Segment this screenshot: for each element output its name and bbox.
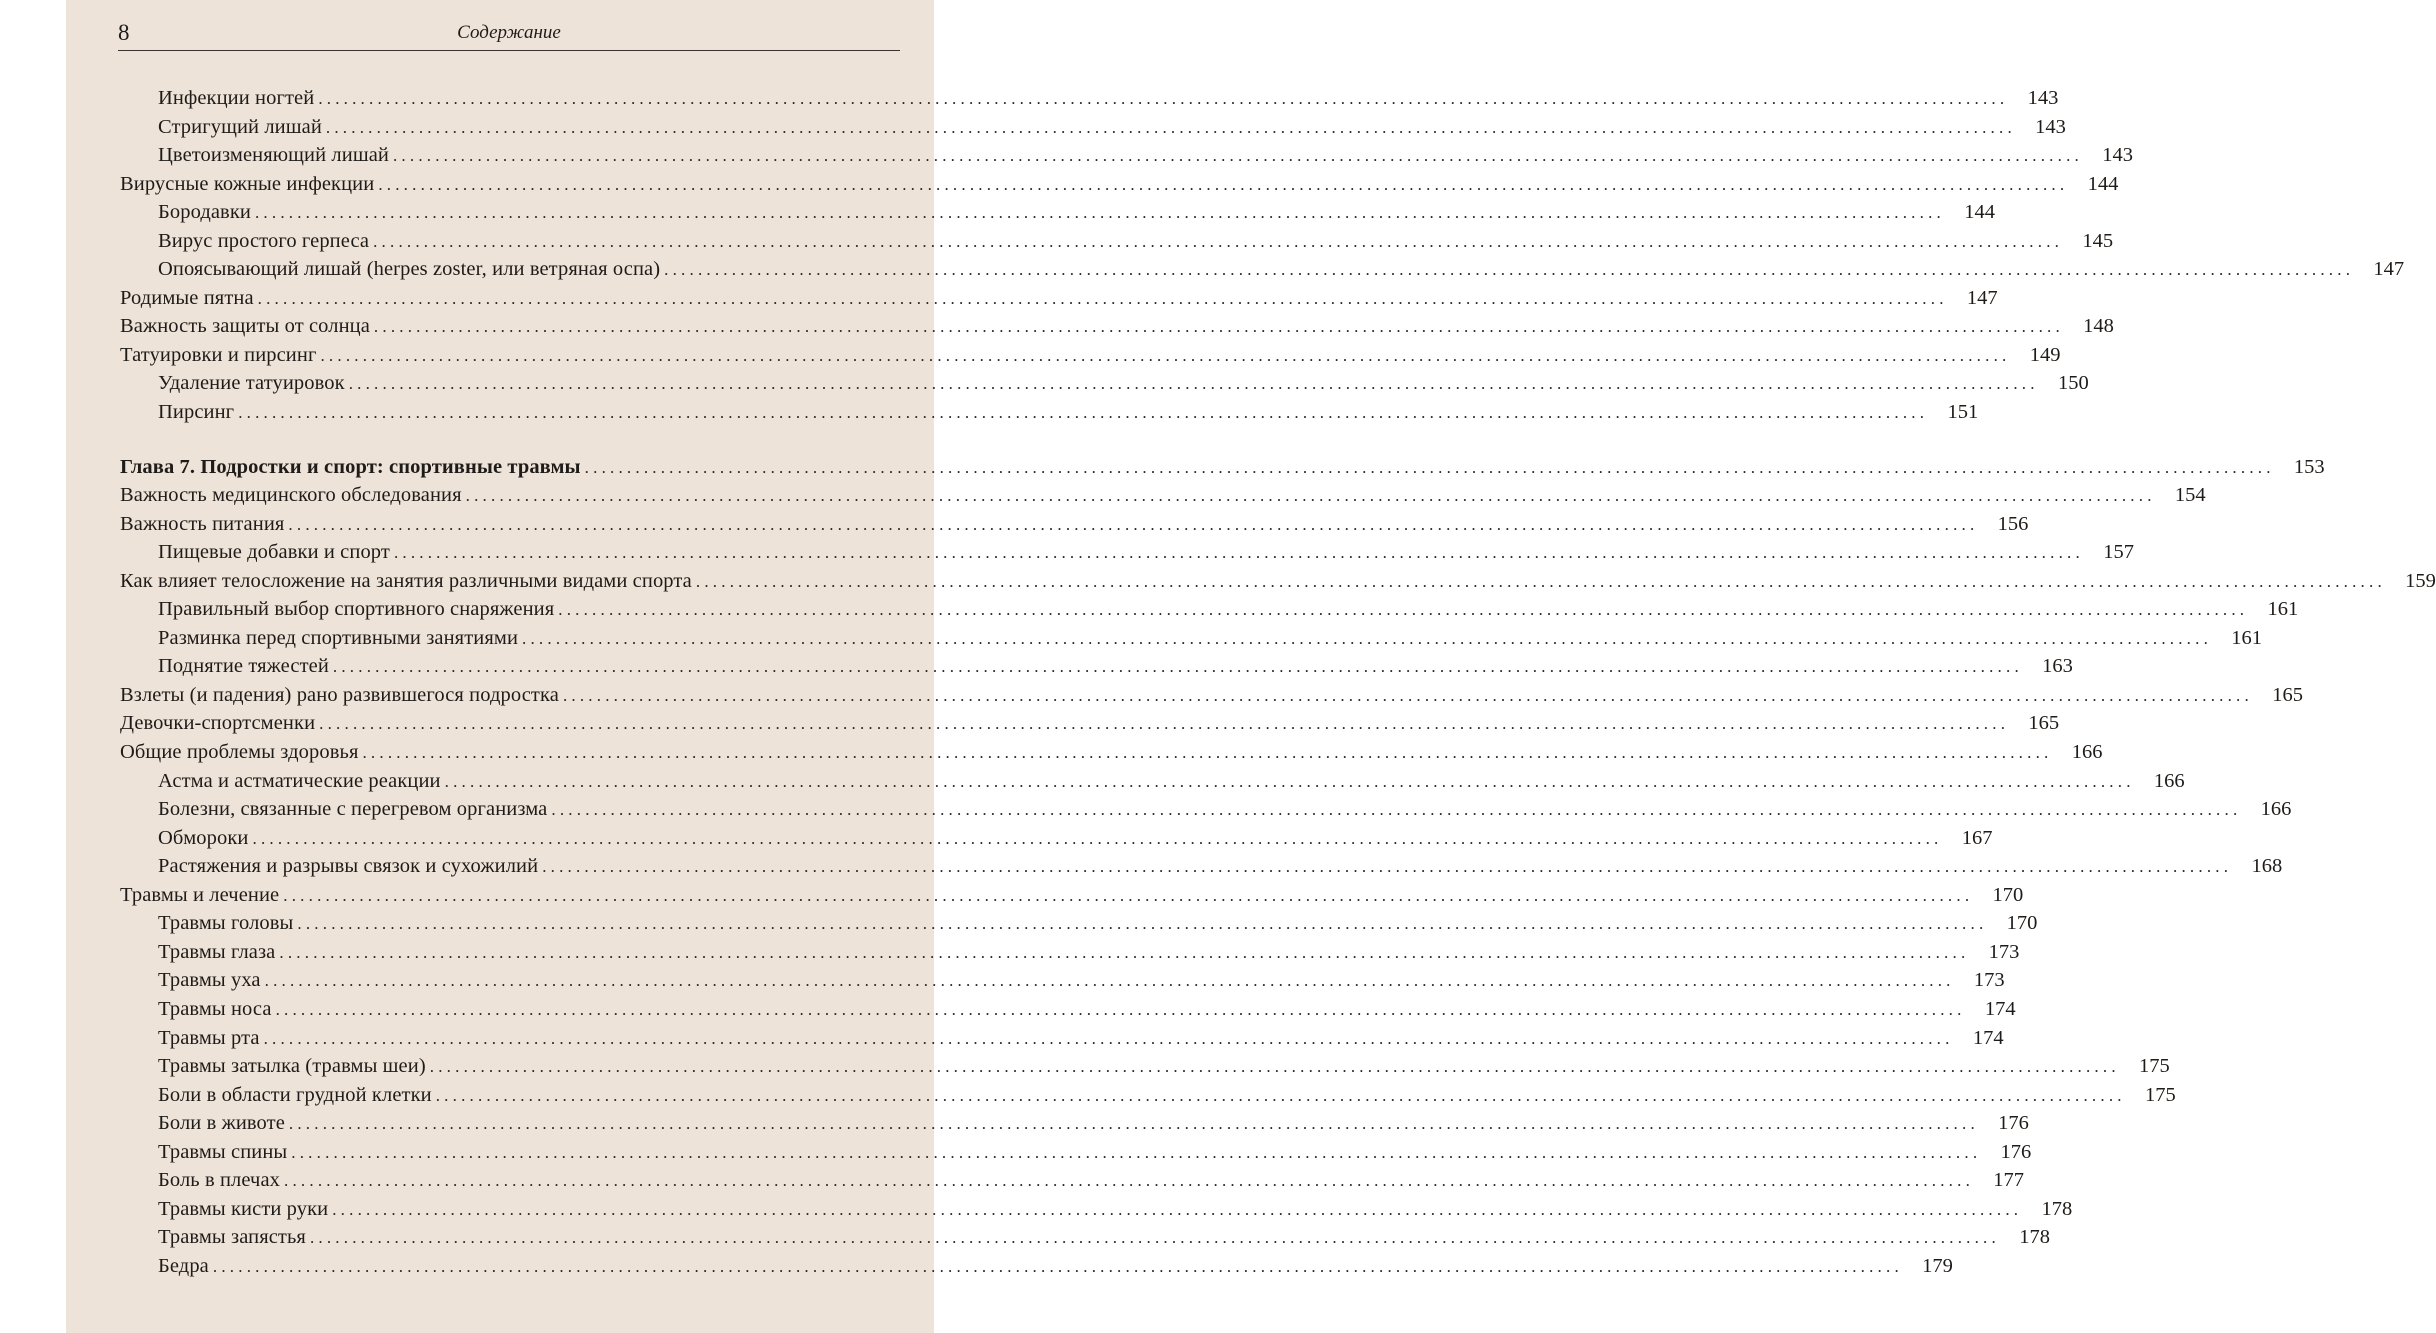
toc-entry [120,909,2038,938]
toc-entry-title: Боли в области грудной клетки [158,1083,432,1106]
toc-entry [120,709,2060,738]
toc-entry-title: Бородавки [158,201,251,224]
toc-entry [120,681,2303,710]
toc-entry-page: 165 [2272,683,2303,706]
toc-entry-title: Инфекции ногтей [158,87,315,109]
toc-entry-page: 143 [2035,115,2066,138]
toc-entry-page: 143 [2102,144,2133,167]
dot-leader: ........................................................................................................................................................................................................ [288,1114,1979,1134]
toc-entry-title: Астма и астматические реакции [158,769,441,792]
toc-entry-title: Травмы глаза [158,940,276,963]
toc-entry [120,966,2005,995]
toc-entry-title: Стригущий лишай [158,115,322,138]
dot-leader: ........................................................................................................................................................................................................ [319,714,2010,734]
dot-leader: ........................................................................................................................................................................................................ [332,1199,2023,1219]
dot-leader: ........................................................................................................................................................................................................ [264,971,1955,991]
toc-entry-page: 179 [1922,1254,1953,1277]
dot-leader: ........................................................................................................................................................................................................ [584,457,2275,477]
dot-leader: ........................................................................................................................................................................................................ [392,146,2083,166]
toc-entry-title: Пищевые добавки и спорт [158,541,390,564]
toc-entry [120,767,2185,796]
dot-leader: ........................................................................................................................................................................................................ [435,1085,2126,1105]
toc-entry [120,341,2061,370]
toc-entry-page: 177 [1993,1169,2025,1192]
dot-leader: ........................................................................................................................................................................................................ [562,685,2253,705]
dot-leader: ........................................................................................................................................................................................................ [254,203,1945,223]
dot-leader: ........................................................................................................................................................................................................ [465,486,2156,506]
toc-entry-title: Травмы уха [158,969,261,992]
dot-leader: ........................................................................................................................................................................................................ [558,600,2249,620]
toc-entry-title: Бедра [158,1254,209,1277]
toc-entry-title: Боль в плечах [158,1169,281,1192]
toc-entry [120,1081,2176,1110]
dot-leader: ........................................................................................................................................................................................................ [318,89,2009,108]
dot-leader: ........................................................................................................................................................................................................ [283,885,1974,905]
page-number: 8 [118,20,130,45]
toc-entry [120,824,1993,853]
toc-entry [120,198,1995,227]
dot-leader: ........................................................................................................................................................................................................ [288,514,1979,534]
dot-leader: ........................................................................................................................................................................................................ [309,1228,2000,1248]
table-of-contents [120,84,2436,1280]
toc-entry-title: Девочки-спортсменки [120,712,316,735]
toc-entry-title: Боли в животе [158,1112,285,1135]
toc-entry-title: Травмы запястья [158,1226,306,1249]
toc-entry-page: 174 [1984,997,2016,1020]
toc-entry-title: Травмы спины [158,1140,288,1163]
toc-entry-title: Взлеты (и падения) рано развившегося подростка [120,683,559,706]
toc-entry [120,1252,1953,1281]
toc-entry-page: 157 [2103,541,2134,564]
toc-entry-page: 163 [2042,655,2073,678]
toc-entry [120,113,2066,142]
toc-entry-page: 166 [2260,798,2292,821]
dot-leader: ........................................................................................................................................................................................................ [393,543,2084,563]
toc-entry-page: 176 [2000,1140,2032,1163]
toc-entry-title: Травмы кисти руки [158,1197,329,1220]
dot-leader: ........................................................................................................................................................................................................ [522,628,2213,648]
toc-entry-page: 176 [1998,1112,2029,1135]
toc-entry [120,1052,2170,1081]
toc-entry-title: Травмы головы [158,912,294,935]
dot-leader: ........................................................................................................................................................................................................ [238,403,1929,423]
book-page [66,0,2436,1333]
toc-entry-page: 167 [1961,826,1993,849]
page-header [118,18,900,51]
toc-entry [120,738,2103,767]
dot-leader: ........................................................................................................................................................................................................ [257,288,1948,308]
toc-entry-page: 178 [2041,1197,2073,1220]
toc-entry-page: 166 [2153,769,2185,792]
toc-entry-page: 153 [2293,455,2325,478]
toc-entry-title: Правильный выбор спортивного снаряжения [158,598,555,621]
toc-entry-title: Цветоизменяющий лишай [158,144,389,167]
running-title: Содержание [457,22,561,43]
toc-entry-page: 144 [2087,172,2119,195]
toc-entry [120,398,1979,427]
dot-leader: ........................................................................................................................................................................................................ [325,117,2016,137]
toc-entry [120,1138,2032,1167]
toc-entry-title: Важность медицинского обследования [120,484,462,507]
dot-leader: ........................................................................................................................................................................................................ [542,857,2233,877]
toc-entry-page: 170 [2006,912,2038,935]
dot-leader: ........................................................................................................................................................................................................ [429,1057,2120,1077]
toc-entry [120,255,2405,284]
toc-entry-page: 148 [2083,315,2114,338]
toc-entry-page: 173 [1988,940,2020,963]
toc-entry-title: Как влияет телосложение на занятия различными видами спорта [120,569,692,592]
dot-leader: ........................................................................................................................................................................................................ [279,942,1970,962]
dot-leader: ........................................................................................................................................................................................................ [373,231,2064,251]
toc-entry-page: 161 [2231,626,2263,649]
toc-entry [120,369,2089,398]
toc-entry-page: 168 [2251,855,2283,878]
toc-entry-page: 149 [2029,343,2061,366]
toc-entry-page: 161 [2267,598,2299,621]
toc-entry [120,84,2059,113]
toc-entry-title: Растяжения и разрывы связок и сухожилий [158,855,539,878]
toc-entry [120,795,2292,824]
toc-entry [120,938,2020,967]
dot-leader: ........................................................................................................................................................................................................ [378,174,2069,194]
toc-entry-page: 175 [2144,1083,2176,1106]
toc-entry [120,1166,2025,1195]
toc-entry-page: 166 [2071,741,2103,764]
dot-leader: ........................................................................................................................................................................................................ [695,571,2386,591]
toc-entry [120,1195,2073,1224]
toc-entry-page: 159 [2405,569,2436,592]
toc-chapter-entry [120,453,2325,482]
toc-entry-page: 154 [2174,484,2206,507]
toc-entry-title: Обмороки [158,826,249,849]
toc-entry [120,312,2114,341]
toc-entry [120,881,2024,910]
toc-entry [120,481,2206,510]
toc-entry-page: 173 [1973,969,2005,992]
toc-entry [120,595,2299,624]
dot-leader: ........................................................................................................................................................................................................ [291,1142,1982,1162]
dot-leader: ........................................................................................................................................................................................................ [664,260,2355,280]
toc-entry-title: Травмы носа [158,997,272,1020]
toc-entry-title: Родимые пятна [120,286,254,309]
toc-entry [120,852,2283,881]
dot-leader: ........................................................................................................................................................................................................ [320,345,2011,365]
toc-entry-title: Важность питания [120,512,285,535]
toc-entry-title: Глава 7. Подростки и спорт: спортивные травмы [120,455,581,478]
toc-entry-page: 150 [2057,372,2089,395]
toc-entry-page: 178 [2019,1226,2050,1249]
toc-entry-title: Болезни, связанные с перегревом организма [158,798,548,821]
toc-entry-title: Общие проблемы здоровья [120,741,359,764]
toc-entry [120,227,2114,256]
toc-entry-title: Разминка перед спортивными занятиями [158,626,519,649]
dot-leader: ........................................................................................................................................................................................................ [275,999,1966,1019]
toc-entry [120,624,2263,653]
toc-entry [120,284,1998,313]
toc-entry [120,538,2134,567]
toc-entry [120,995,2016,1024]
toc-entry-page: 147 [1966,286,1998,309]
toc-entry-page: 145 [2082,229,2114,252]
toc-entry-page: 156 [1997,512,2029,535]
dot-leader: ........................................................................................................................................................................................................ [373,317,2064,337]
toc-entry-page: 174 [1972,1026,2004,1049]
toc-entry [120,567,2436,596]
toc-entry [120,510,2029,539]
toc-entry [120,652,2073,681]
toc-entry-page: 144 [1964,201,1995,224]
toc-entry-title: Травмы затылка (травмы шеи) [158,1055,426,1078]
toc-entry-page: 170 [1992,883,2024,906]
toc-entry-title: Травмы и лечение [120,883,280,906]
dot-leader: ........................................................................................................................................................................................................ [362,743,2053,763]
toc-entry [120,141,2133,170]
toc-entry-page: 175 [2139,1055,2170,1078]
dot-leader: ........................................................................................................................................................................................................ [444,771,2135,791]
dot-leader: ........................................................................................................................................................................................................ [348,374,2039,394]
toc-entry-title: Травмы рта [158,1026,260,1049]
toc-entry-page: 165 [2028,712,2060,735]
dot-leader: ........................................................................................................................................................................................................ [297,914,1988,934]
dot-leader: ........................................................................................................................................................................................................ [263,1028,1954,1048]
toc-entry-title: Татуировки и пирсинг [120,343,317,366]
dot-leader: ........................................................................................................................................................................................................ [332,657,2023,677]
dot-leader: ........................................................................................................................................................................................................ [212,1256,1903,1276]
toc-entry [120,1109,2029,1138]
toc-entry-title: Поднятие тяжестей [158,655,329,678]
dot-leader: ........................................................................................................................................................................................................ [551,800,2242,820]
toc-entry-title: Пирсинг [158,401,235,424]
toc-entry-title: Удаление татуировок [158,372,345,395]
toc-entry-page: 147 [2373,258,2405,281]
toc-entry [120,170,2119,199]
toc-entry [120,1024,2004,1053]
dot-leader: ........................................................................................................................................................................................................ [284,1171,1975,1191]
toc-entry-title: Вирус простого герпеса [158,229,370,252]
toc-entry-title: Важность защиты от солнца [120,315,370,338]
toc-entry-title: Опоясывающий лишай (herpes zoster, или ветряная оспа) [158,258,661,281]
toc-entry-page: 151 [1947,401,1979,424]
dot-leader: ........................................................................................................................................................................................................ [252,828,1943,848]
toc-entry-page: 143 [2027,87,2059,109]
toc-entry [120,1223,2050,1252]
toc-entry-title: Вирусные кожные инфекции [120,172,375,195]
